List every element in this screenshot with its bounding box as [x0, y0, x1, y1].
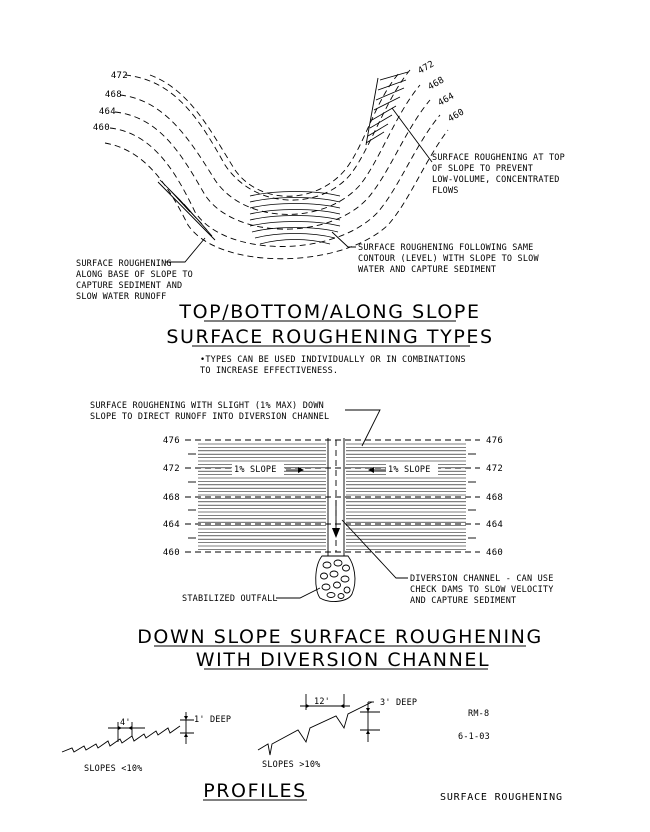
- roughening-base-hatch: [158, 180, 215, 240]
- drawing-date: 6-1-03: [458, 732, 490, 742]
- contour-label-472-right: 472: [416, 59, 437, 77]
- callout-base-of-slope: [76, 259, 193, 302]
- contour-line-464: [115, 100, 430, 229]
- down-label-468-left: 468: [162, 493, 180, 503]
- contour-line-a: [150, 72, 400, 196]
- svg-text:SLOW WATER RUNOFF: SLOW WATER RUNOFF: [76, 292, 167, 302]
- svg-text:TO INCREASE EFFECTIVENESS.: TO INCREASE EFFECTIVENESS.: [200, 366, 339, 376]
- svg-text:ALONG BASE OF SLOPE TO: ALONG BASE OF SLOPE TO: [76, 270, 193, 280]
- profile-small-slopes: [62, 712, 231, 774]
- callout-middle-contour: [358, 243, 539, 275]
- roughening-top-hatch: [366, 72, 408, 145]
- outfall-label: STABILIZED OUTFALL: [182, 594, 278, 604]
- down-label-468-right: 468: [486, 493, 504, 503]
- leader-top: [392, 108, 432, 162]
- svg-text:WITH DIVERSION CHANNEL: WITH DIVERSION CHANNEL: [195, 649, 491, 671]
- contour-line-460: [110, 115, 440, 247]
- title-top-bottom-along-slope: [166, 301, 493, 348]
- contour-label-464-left: 464: [98, 107, 116, 117]
- svg-text:SURFACE ROUGHENING WITH SLIGHT: SURFACE ROUGHENING WITH SLIGHT (1% MAX) DOWN: [90, 401, 324, 411]
- svg-text:AND CAPTURE SEDIMENT: AND CAPTURE SEDIMENT: [410, 596, 517, 606]
- slope-label-right: 1% SLOPE: [388, 465, 431, 475]
- down-label-476-right: 476: [486, 436, 504, 446]
- title-down-slope: [137, 626, 543, 671]
- profile-large-spacing: 12': [314, 697, 330, 707]
- contour-label-460-right: 460: [446, 107, 467, 125]
- profile-small-label: SLOPES <10%: [84, 764, 143, 774]
- down-label-464-left: 464: [162, 520, 180, 530]
- svg-text:PROFILES: PROFILES: [203, 780, 307, 802]
- sheet-title: SURFACE ROUGHENING: [440, 792, 563, 803]
- contour-line-472: [125, 70, 410, 200]
- down-label-460-left: 460: [162, 548, 180, 558]
- contour-label-468-left: 468: [104, 90, 122, 100]
- leader-down-slope: [345, 410, 380, 446]
- svg-text:WATER AND CAPTURE SEDIMENT: WATER AND CAPTURE SEDIMENT: [358, 265, 497, 275]
- down-label-460-right: 460: [486, 548, 504, 558]
- svg-text:•TYPES CAN BE USED INDIVIDUALL: •TYPES CAN BE USED INDIVIDUALLY OR IN COMBINATIONS: [200, 355, 466, 365]
- profile-large-label: SLOPES >10%: [262, 760, 321, 770]
- contour-line-468: [120, 85, 420, 214]
- contour-label-468-right: 468: [426, 75, 447, 93]
- profile-large-slopes: [258, 694, 417, 770]
- contour-line-b: [105, 130, 448, 259]
- down-label-464-right: 464: [486, 520, 504, 530]
- down-label-472-right: 472: [486, 464, 504, 474]
- svg-text:TOP/BOTTOM/ALONG SLOPE: TOP/BOTTOM/ALONG SLOPE: [179, 301, 481, 323]
- curved-contour-diagram: [93, 59, 467, 262]
- svg-text:OF SLOPE TO PREVENT: OF SLOPE TO PREVENT: [432, 164, 534, 174]
- leader-channel: [342, 520, 408, 578]
- roughening-middle-hatch: [250, 192, 340, 245]
- svg-text:CONTOUR (LEVEL) WITH SLOPE TO: CONTOUR (LEVEL) WITH SLOPE TO SLOW: [358, 254, 539, 264]
- svg-text:CHECK DAMS TO SLOW VELOCITY: CHECK DAMS TO SLOW VELOCITY: [410, 585, 554, 595]
- slope-label-left: 1% SLOPE: [234, 465, 277, 475]
- contour-label-460-left: 460: [92, 123, 110, 133]
- callout-top-of-slope: [432, 153, 565, 196]
- leader-outfall: [276, 588, 320, 598]
- svg-text:DIVERSION CHANNEL - CAN USE: DIVERSION CHANNEL - CAN USE: [410, 574, 554, 584]
- svg-text:DOWN SLOPE SURFACE ROUGHENING: DOWN SLOPE SURFACE ROUGHENING: [137, 626, 543, 648]
- svg-text:FLOWS: FLOWS: [432, 186, 459, 196]
- drawing-code: RM-8: [468, 709, 490, 719]
- profile-small-spacing: 4': [120, 718, 131, 728]
- profile-small-depth: 1' DEEP: [194, 715, 232, 725]
- contour-label-464-right: 464: [436, 91, 457, 109]
- callout-down-slope: [90, 401, 329, 422]
- svg-text:SURFACE ROUGHENING: SURFACE ROUGHENING: [76, 259, 172, 269]
- stabilized-outfall-rocks: [316, 556, 355, 601]
- svg-text:SLOPE TO DIRECT RUNOFF INTO DI: SLOPE TO DIRECT RUNOFF INTO DIVERSION CHANNEL: [90, 412, 330, 422]
- svg-text:SURFACE ROUGHENING TYPES: SURFACE ROUGHENING TYPES: [166, 326, 494, 348]
- title-profiles: [203, 780, 307, 802]
- svg-text:SURFACE ROUGHENING FOLLOWING S: SURFACE ROUGHENING FOLLOWING SAME: [358, 243, 534, 253]
- callout-diversion-channel: [410, 574, 554, 606]
- svg-text:SURFACE ROUGHENING AT TOP: SURFACE ROUGHENING AT TOP: [432, 153, 565, 163]
- note-types: [200, 355, 466, 376]
- svg-text:CAPTURE SEDIMENT AND: CAPTURE SEDIMENT AND: [76, 281, 183, 291]
- down-label-476-left: 476: [162, 436, 180, 446]
- down-label-472-left: 472: [162, 464, 180, 474]
- profile-large-depth: 3' DEEP: [380, 698, 418, 708]
- svg-text:LOW-VOLUME, CONCENTRATED: LOW-VOLUME, CONCENTRATED: [432, 175, 560, 185]
- contour-label-472-left: 472: [110, 71, 128, 81]
